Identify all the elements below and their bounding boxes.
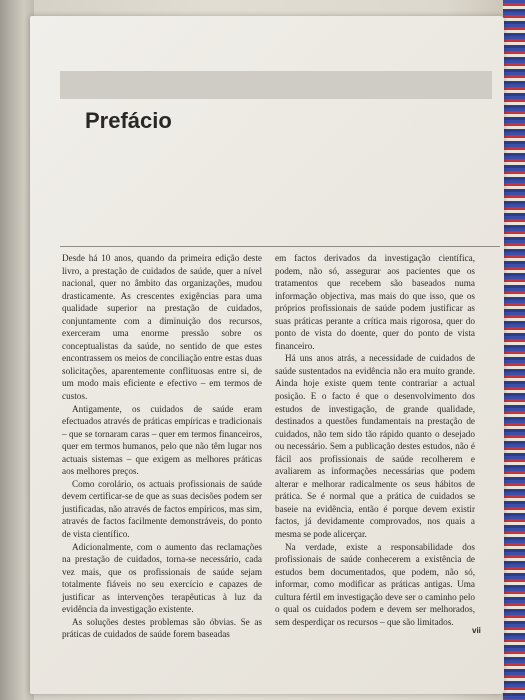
paragraph: Desde há 10 anos, quando da primeira edição deste livro, a prestação de cuidados de saúde, quer a nível nacional, quer no âmbito das organizações, mudou drasticamente. As crescentes exigências para uma qualidade superior na prestação de cuidados, conjuntamente com a diminuição dos recursos, exerceram uma enorme pressão sobre os conceptualistas da saúde, no sentido de que estes encontrassem os meios de conciliação entre estas duas solicitações, aparentemente conflituosas entre si, de um modo mais eficiente e efectivo – em termos de custos. xyxy=(62,253,262,402)
paragraph: Antigamente, os cuidados de saúde eram efectuados através de práticas empíricas e tradicionais – que se tornaram caras – quer em termos financeiros, quer em termos humanos, pelo que não têm lugar nos actuais sistemas – que exigem as melhores práticas aos melhores preços. xyxy=(62,403,262,477)
paragraph: Há uns anos atrás, a necessidade de cuidados de saúde sustentados na evidência não era muito grande. Ainda hoje existe quem tente contrariar a actual posição. E o facto é que o desenvolvimento dos estudos de investigação, de grande qualidade, destinados a questões fundamentais na prestação de cuidados, não tem sido tão rápido quanto o desejado ou necessário. Sem a publicação destes estudos, não é fácil aos profissionais de saúde recolherem e avaliarem as informações necessárias que podem alterar e melhorar radicalmente os seus hábitos de prática. Se é normal que a prática de cuidados se baseie na evidência, então é porque devem existir factos, já devidamente comprovados, nos quais a mesma se pode alicerçar. xyxy=(275,353,475,540)
paragraph: Como corolário, os actuais profissionais de saúde devem certificar-se de que as suas decisões podem ser justificadas, não através de factos empíricos, mas sim, através de factos facilmente demonstráveis, do ponto de vista científico. xyxy=(62,478,262,540)
page-number: vii xyxy=(472,626,481,635)
title-rule xyxy=(60,246,500,247)
paragraph: As soluções destes problemas são óbvias. Se as práticas de cuidados de saúde forem baseadas xyxy=(62,616,262,640)
right-column xyxy=(275,252,475,628)
paragraph: Adicionalmente, com o aumento das reclamações na prestação de cuidados, torna-se necessário, cada vez mais, que os profissionais de saúde sejam totalmente fiáveis no seu exercício e capazes de justificar as intervenções terapêuticas à luz da evidência da investigação existente. xyxy=(62,541,262,615)
left-column xyxy=(62,252,262,641)
page-title: Prefácio xyxy=(85,108,172,133)
header-band xyxy=(60,71,492,99)
striped-cloth xyxy=(503,0,525,700)
book-page xyxy=(30,16,504,694)
adjacent-book-edge xyxy=(0,0,34,700)
paragraph: Na verdade, existe a responsabilidade dos profissionais de saúde conhecerem a existência de estudos bem documentados, que podem, não só, informar, como modificar as práticas antigas. Uma cultura fértil em investigação deve ser o caminho pelo o qual os cuidados podem e devem ser melhorados, sem desperdiçar os recursos – que são limitados. xyxy=(275,541,475,627)
paragraph: em factos derivados da investigação científica, podem, não só, assegurar aos pacientes que os tratamentos que recebem são baseados numa informação objectiva, mas mais do que isso, que os próprios profissionais de saúde podem justificar as suas práticas perante a crítica mais rigorosa, quer do ponto de vista do doente, quer do ponto de vista financeiro. xyxy=(275,253,475,351)
